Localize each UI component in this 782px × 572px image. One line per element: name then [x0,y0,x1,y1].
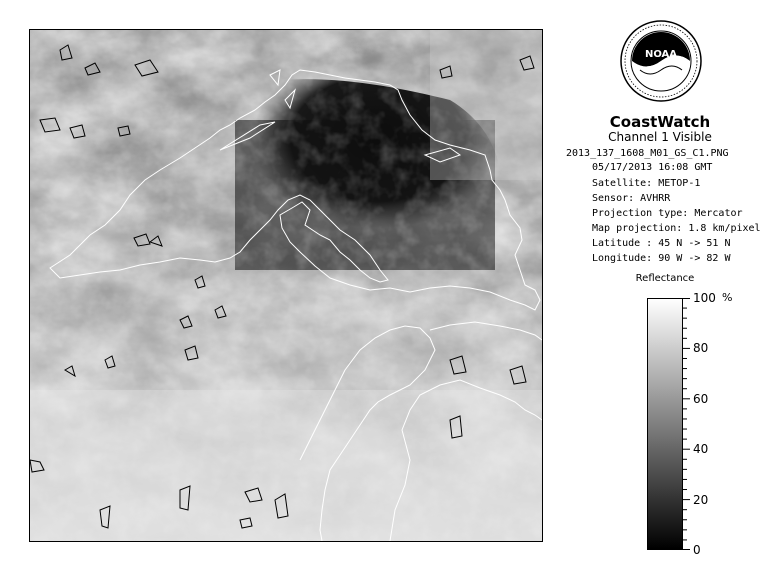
colorbar-tick-label: 0 [693,543,701,557]
channel-title: Channel 1 Visible [608,130,712,144]
colorbar-tick-label: 20 [693,492,709,507]
noaa-logo-icon [620,20,702,102]
projection-type-label: Projection type: Mercator [592,208,743,219]
colorbar-tick-label: 40 [693,442,709,457]
sensor-label: Sensor: AVHRR [592,193,671,204]
legend-title: Reflectance [635,273,695,284]
colorbar-tick-label: 60 [693,391,709,406]
brand-title: CoastWatch [609,113,711,131]
legend-unit: % [722,291,733,304]
reflectance-colorbar [647,298,683,550]
noaa-logo-text: NOAA [644,49,678,60]
colorbar-ticks [683,298,743,550]
filename-label: 2013_137_1608_M01_GS_C1.PNG [566,148,729,159]
satellite-label: Satellite: METOP-1 [592,178,701,189]
colorbar-tick-label: 80 [693,341,709,356]
satellite-map [29,29,543,542]
satellite-image [30,30,542,541]
map-projection-label: Map projection: 1.8 km/pixel [592,223,761,234]
longitude-label: Longitude: 90 W -> 82 W [592,253,731,264]
datetime-label: 05/17/2013 16:08 GMT [592,162,713,173]
latitude-label: Latitude : 45 N -> 51 N [592,238,731,249]
colorbar-tick-label: 100 [693,291,716,305]
